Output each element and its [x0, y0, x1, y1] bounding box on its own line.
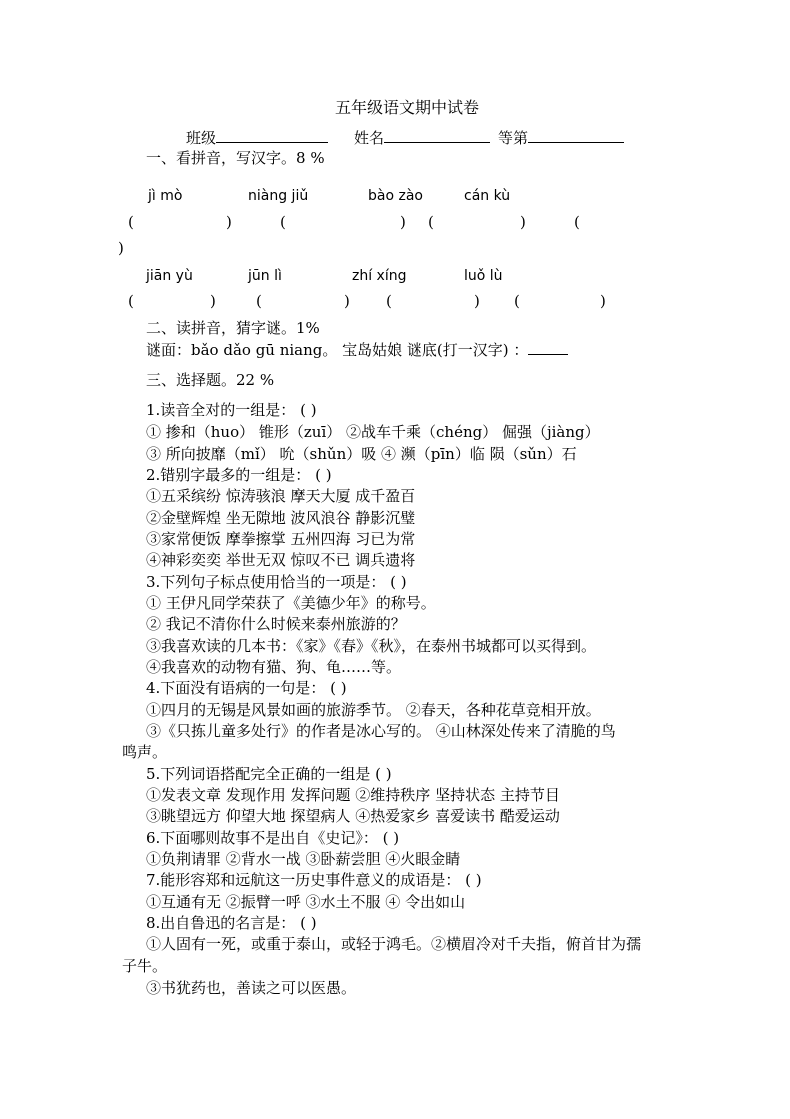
section-3-heading: 三、选择题。22 %	[146, 371, 275, 389]
q5-stem: 5.下列词语搭配完全正确的一组是 ( )	[146, 765, 392, 783]
answer-box-5-close: )	[210, 292, 216, 310]
answer-box-2[interactable]: (	[280, 213, 286, 231]
answer-box-3[interactable]: (	[428, 213, 434, 231]
q2-option-3: ③家常便饭 摩拳擦掌 五州四海 习已为常	[146, 530, 416, 548]
answer-box-4-close: )	[118, 239, 124, 257]
q2-option-2: ②金壁辉煌 坐无隙地 波风浪谷 静影沉璧	[146, 509, 416, 527]
page-title: 五年级语文期中试卷	[335, 98, 480, 117]
q6-options: ①负荆请罪 ②背水一战 ③卧薪尝胆 ④火眼金睛	[146, 850, 461, 868]
q2-option-1: ①五采缤纷 惊涛骇浪 摩天大厦 成千盈百	[146, 487, 416, 505]
answer-box-4[interactable]: (	[574, 213, 580, 231]
q3-option-1: ① 王伊凡同学荣获了《美德少年》的称号。	[146, 594, 436, 612]
q1-stem: 1.读音全对的一组是： ( )	[146, 401, 317, 419]
pinyin-6: jūn lì	[248, 268, 282, 284]
answer-box-8[interactable]: (	[514, 292, 520, 310]
answer-box-5[interactable]: (	[128, 292, 134, 310]
class-field	[186, 128, 328, 148]
q2-option-4: ④神彩奕奕 举世无双 惊叹不已 调兵遗将	[146, 551, 416, 569]
answer-box-2-close: )	[400, 213, 406, 231]
q8-option-a-wrap: 子牛。	[122, 957, 168, 975]
riddle-answer-blank[interactable]	[528, 340, 568, 355]
section-1-heading: 一、看拼音，写汉字。8 %	[146, 149, 325, 167]
grade-blank[interactable]	[528, 128, 624, 143]
answer-box-8-close: )	[600, 292, 606, 310]
pinyin-1: jì mò	[148, 188, 183, 204]
q7-options: ①互通有无 ②振臂一呼 ③水土不服 ④ 令出如山	[146, 893, 466, 911]
answer-box-1[interactable]: (	[128, 213, 134, 231]
name-blank[interactable]	[384, 128, 490, 143]
answer-box-7[interactable]: (	[386, 292, 392, 310]
q2-stem: 2.错别字最多的一组是： ( )	[146, 466, 332, 484]
name-field	[354, 128, 490, 148]
q4-options-b: ③《只拣儿童多处行》的作者是冰心写的。 ④山林深处传来了清脆的鸟	[146, 722, 616, 740]
pinyin-3: bào zào	[368, 188, 423, 204]
pinyin-2: niàng jiǔ	[248, 188, 309, 204]
class-blank[interactable]	[216, 128, 328, 143]
q1-options-a: ① 掺和（huo） 锥形（zuī） ②战车千乘（chéng） 倔强（jiàng）	[146, 423, 600, 441]
q5-options-b: ③眺望远方 仰望大地 探望病人 ④热爱家乡 喜爱读书 酷爱运动	[146, 807, 560, 825]
q1-options-b: ③ 所向披靡（mǐ） 吮（shǔn）吸 ④ 濒（pīn）临 陨（sǔn）石	[146, 445, 577, 463]
q3-stem: 3.下列句子标点使用恰当的一项是： ( )	[146, 573, 407, 591]
name-label: 姓名	[354, 129, 385, 147]
grade-field	[498, 128, 624, 148]
q4-options-b-wrap: 鸣声。	[122, 743, 168, 761]
pinyin-5: jiān yù	[146, 268, 193, 284]
q3-option-4: ④我喜欢的动物有猫、狗、龟……等。	[146, 658, 402, 676]
q8-stem: 8.出自鲁迅的名言是： ( )	[146, 914, 317, 932]
class-label: 班级	[186, 129, 217, 147]
riddle-line	[146, 340, 568, 360]
riddle-text: 谜面：bǎo dǎo gū niang。 宝岛姑娘 谜底(打一汉字) ：	[146, 341, 529, 359]
pinyin-4: cán kù	[464, 188, 511, 204]
pinyin-7: zhí xíng	[352, 268, 407, 284]
answer-box-1-close: )	[226, 213, 232, 231]
q7-stem: 7.能形容郑和远航这一历史事件意义的成语是： ( )	[146, 871, 482, 889]
q5-options-a: ①发表文章 发现作用 发挥问题 ②维持秩序 坚持状态 主持节目	[146, 786, 560, 804]
q4-options-a: ①四月的无锡是风景如画的旅游季节。 ②春天，各种花草竞相开放。	[146, 701, 601, 719]
answer-box-6-close: )	[344, 292, 350, 310]
answer-box-6[interactable]: (	[256, 292, 262, 310]
grade-label: 等第	[498, 129, 529, 147]
q4-stem: 4.下面没有语病的一句是： ( )	[146, 679, 347, 697]
section-2-heading: 二、读拼音，猜字谜。1%	[146, 319, 320, 337]
q8-option-b: ③书犹药也，善读之可以医愚。	[146, 979, 357, 997]
answer-box-7-close: )	[474, 292, 480, 310]
q3-option-3: ③我喜欢读的几本书：《家》《春》《秋》，在泰州书城都可以买得到。	[146, 637, 597, 655]
q3-option-2: ② 我记不清你什么时候来泰州旅游的？	[146, 615, 406, 633]
q8-option-a: ①人固有一死，或重于泰山，或轻于鸿毛。②横眉冷对千夫指，俯首甘为孺	[146, 935, 642, 953]
q6-stem: 6.下面哪则故事不是出自《史记》： ( )	[146, 829, 400, 847]
answer-box-3-close: )	[520, 213, 526, 231]
pinyin-8: luǒ lù	[464, 268, 503, 284]
